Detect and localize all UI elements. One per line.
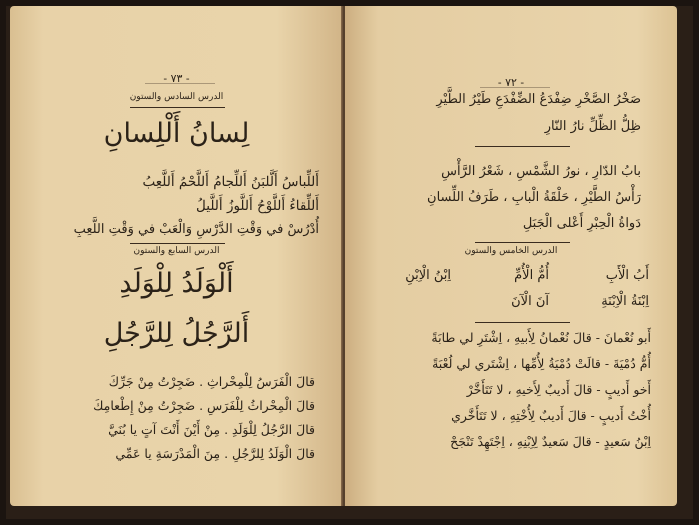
vocab-word: أُمُّ الْأُمِّ — [514, 268, 549, 283]
heading-rule — [130, 107, 225, 108]
text-line: رَأْسُ الطَّيْرِ ، حَلْقَةُ الْبابِ ، طَرَفُ اللِّسانِ — [427, 190, 641, 205]
page-number: - ٧٣ - — [163, 72, 190, 85]
vocab-word: آنَ الْآنَ — [511, 294, 549, 309]
left-page — [10, 6, 343, 506]
section-rule — [475, 146, 570, 147]
text-line: أُمُّ دُمْيَةَ - قالَتْ دُمْيَةُ لِأُمِّها ، اِشْتَري لي لُعْبَةً — [432, 356, 651, 371]
text-line: دَواةُ الْحِبْرِ أَعْلى الْجَبَلِ — [522, 216, 641, 231]
text-line: أَللِّقاءُ أَللَّوْحُ أَللَّوزُ أَللَّيلُ — [196, 198, 319, 214]
page-number-rule — [145, 83, 215, 84]
vocab-word: أَبُ الْأَبِ — [605, 268, 649, 283]
text-line: أَبو نُعْمانَ - قالَ نُعْمانُ لِأَبيهِ ، اِشْتَرِ لي طابَةً — [431, 330, 651, 345]
lesson-title: لِسانُ أَلْلِسانِ — [103, 118, 250, 149]
lesson-heading: الدرس السادس والستون — [129, 92, 224, 102]
text-line: أُدْرُسْ في وَقْتِ الدَّرْسِ وَالْعَبْ في وَقْتِ اللَّعِبِ — [73, 222, 319, 237]
lesson-heading: الدرس الخامس والستون — [464, 246, 558, 256]
lesson-heading: الدرس السابع والستون — [133, 246, 220, 256]
lesson-title: أَلْوَلَدُ لِلْوَلَدِ — [119, 268, 234, 299]
text-line: أُخْتُ أَديبٍ - قالَ أَديبٌ لِأُخْتِهِ ، لا تَتَأَخَّري — [451, 408, 651, 423]
text-line: قالَ الْفَرَسُ لِلْمِحْراثِ . ضَجِرْتُ مِنْ جَرِّكَ — [108, 374, 315, 389]
text-line: بابُ الدّارِ ، نورُ الشَّمْسِ ، شَعْرُ الرَّأْسِ — [441, 164, 641, 179]
vocab-word: اِبْنَةُ الْاِبْنَةِ — [601, 294, 649, 309]
page-number-rule — [480, 87, 550, 88]
text-line: أَللِّباسُ أَلَّلبَنُ أَللِّجامُ أَللَّحْمُ أَللَّعِبُ — [142, 174, 319, 190]
text-line: اِبْنُ سَعيدٍ - قالَ سَعيدٌ لِاِبْنِهِ ، اِجْتَهِدْ تَنْجَحْ — [450, 434, 651, 449]
text-line: قالَ الْمِحْراثُ لِلْفَرَسِ . ضَجِرْتُ مِنْ إِطْعامِكَ — [93, 398, 315, 413]
text-line: قالَ الْوَلَدُ لِلرَّجُلِ . مِنَ الْمَدْرَسَةِ يا عَمِّي — [115, 446, 315, 461]
section-rule — [475, 322, 570, 323]
lesson-title: أَلرَّجُلُ لِلرَّجُلِ — [103, 318, 250, 349]
section-rule — [475, 242, 570, 243]
page-number: - ٧٢ - — [497, 76, 525, 89]
right-page — [345, 6, 677, 506]
section-rule — [130, 243, 225, 244]
text-line: قالَ الرَّجُلُ لِلْوَلَدِ . مِنْ أَيْنَ أَنْتَ آتٍ يا بُنَيَّ — [108, 422, 315, 437]
vocab-word: اِبْنُ الْاِبْنِ — [405, 268, 451, 283]
text-line: أَخو أَديبٍ - قالَ أَديبٌ لِأَخيهِ ، لا تَتَأَخَّرْ — [466, 382, 651, 397]
text-line: ظِلُّ الظِّلِّ نارُ النّارِ — [544, 119, 641, 134]
text-line: صَخْرُ الصَّخْرِ ضِفْدَعُ الضِّفْدَعِ طَيْرُ الطَّيْرِ — [436, 92, 641, 107]
